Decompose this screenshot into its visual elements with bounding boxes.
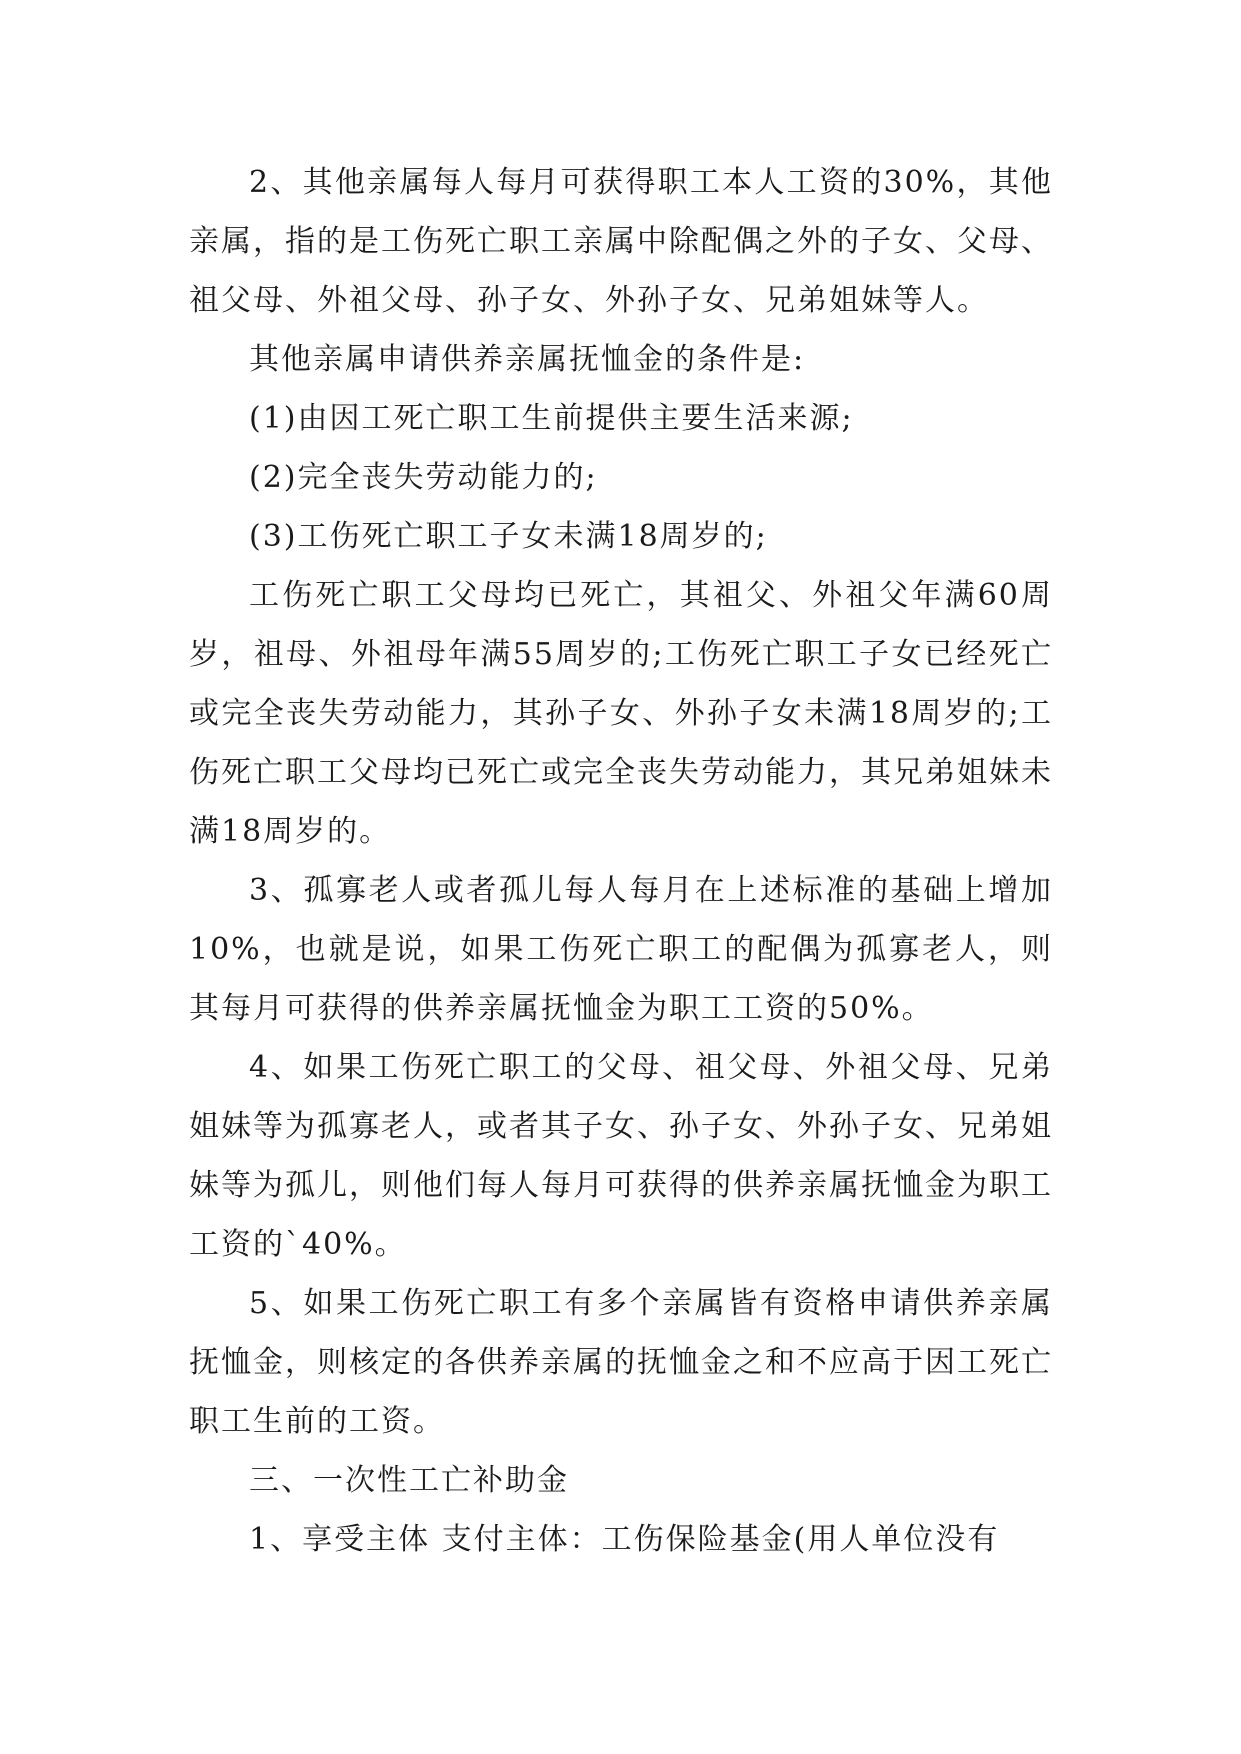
paragraph-condition-2: (2)完全丧失劳动能力的; xyxy=(249,460,598,495)
section-heading-lump-sum: 三、一次性工亡补助金 xyxy=(249,1463,569,1498)
paragraph-relatives-orphans: 4、如果工伤死亡职工的父母、祖父母、外祖父母、兄弟姐妹等为孤寡老人，或者其子女、孙子女、外孙子女、兄弟姐妹等为孤儿，则他们每人每月可获得的供养亲属抚恤金为职工工资的`40%。 xyxy=(189,1050,1053,1262)
paragraph-beneficiary-payer: 1、享受主体 支付主体：工伤保险基金(用人单位没有 xyxy=(249,1522,1000,1557)
paragraph-grandparents-siblings: 工伤死亡职工父母均已死亡，其祖父、外祖父年满60周岁，祖母、外祖母年满55周岁的;工伤死亡职工子女已经死亡或完全丧失劳动能力，其孙子女、外孙子女未满18周岁的;工伤死亡职工父母均已死亡或完全丧失劳动能力，其兄弟姐妹未满18周岁的。 xyxy=(189,578,1053,849)
paragraph-condition-3: (3)工伤死亡职工子女未满18周岁的; xyxy=(249,519,768,554)
paragraph-conditions-intro: 其他亲属申请供养亲属抚恤金的条件是: xyxy=(249,342,806,377)
paragraph-orphan-widow-increase: 3、孤寡老人或者孤儿每人每月在上述标准的基础上增加10%，也就是说，如果工伤死亡职工的配偶为孤寡老人，则其每月可获得的供养亲属抚恤金为职工工资的50%。 xyxy=(189,873,1053,1026)
paragraph-multiple-relatives-cap: 5、如果工伤死亡职工有多个亲属皆有资格申请供养亲属抚恤金，则核定的各供养亲属的抚恤金之和不应高于因工死亡职工生前的工资。 xyxy=(189,1286,1053,1439)
paragraph-other-relatives: 2、其他亲属每人每月可获得职工本人工资的30%，其他亲属，指的是工伤死亡职工亲属中除配偶之外的子女、父母、祖父母、外祖父母、孙子女、外孙子女、兄弟姐妹等人。 xyxy=(189,165,1053,318)
paragraph-condition-1: (1)由因工死亡职工生前提供主要生活来源; xyxy=(249,401,854,436)
document-body xyxy=(189,153,1053,1569)
